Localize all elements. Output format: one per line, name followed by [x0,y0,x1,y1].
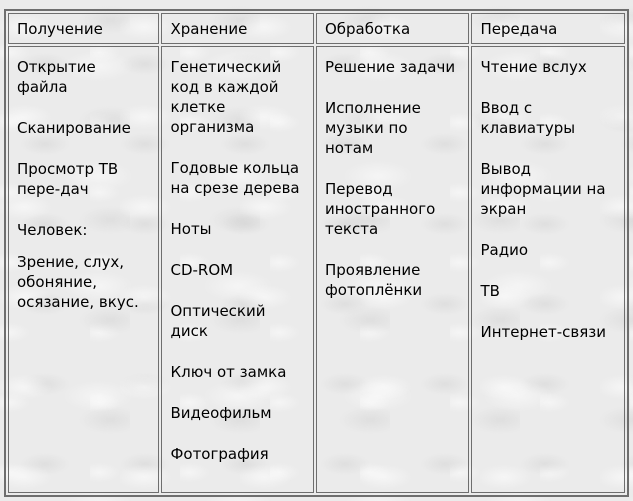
list-item: Интернет-связи [480,323,607,341]
list-item: Ключ от замка [170,363,287,381]
list-item: Сканирование [17,119,131,137]
list-item: Годовые кольца на срезе дерева [170,159,300,197]
table-body-row [8,46,625,493]
list-item: Чтение вслух [480,58,587,76]
list-item: CD-ROM [170,261,234,279]
list-item: Ноты [170,220,212,238]
list-item: Открытие файла [17,58,96,96]
list-item: Исполнение музыки по нотам [324,99,421,157]
header-processing: Обработка [316,13,470,44]
column-processing [316,46,470,493]
list-item: Оптический диск [170,302,266,340]
list-item: Ввод с клавиатуры [480,99,576,137]
list-item: Проявление фотоплёнки [324,261,423,299]
header-storage: Хранение [161,13,313,44]
table-header-row [8,13,625,44]
header-receiving: Получение [8,13,159,44]
list-item: Вывод информации на экран [480,160,606,218]
info-processes-table-frame [4,9,629,497]
column-transmission [471,46,625,493]
list-item: Человек: [17,221,88,239]
column-storage [161,46,313,493]
header-transmission: Передача [471,13,625,44]
column-receiving [8,46,159,493]
list-item: Видеофильм [170,404,272,422]
list-item: Генетический код в каждой клетке организма [170,58,282,136]
list-item: ТВ [480,282,500,300]
list-item: Перевод иностранного текста [324,180,436,238]
list-item: Радио [480,241,529,259]
list-item: Зрение, слух, обоняние, осязание, вкус. [17,253,139,311]
list-item: Решение задачи [324,58,456,76]
list-item: Просмотр ТВ пере-дач [17,160,119,198]
info-processes-table [6,11,627,495]
list-item: Фотография [170,445,269,463]
